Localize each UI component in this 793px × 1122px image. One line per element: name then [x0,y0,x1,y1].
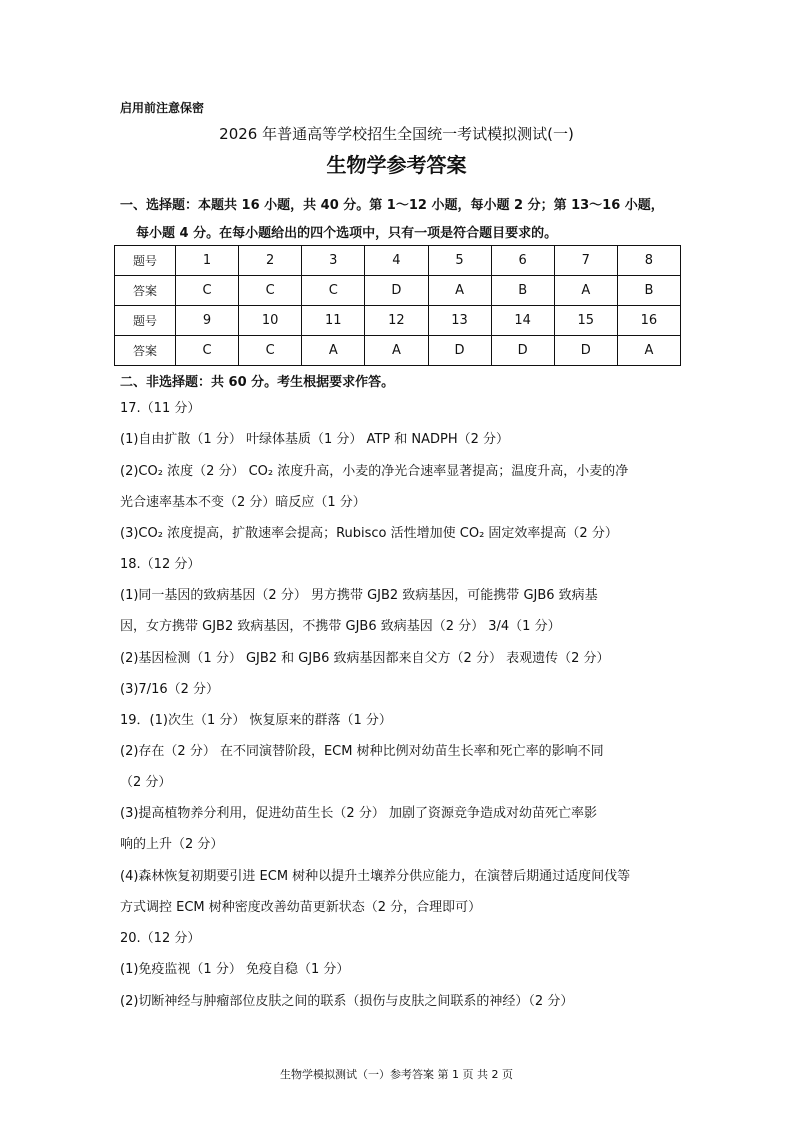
table-cell: 5 [428,246,491,276]
table-cell: 11 [302,306,365,336]
table-cell: 1 [176,246,239,276]
table-cell: 3 [302,246,365,276]
table-cell: A [365,336,428,366]
table-cell: D [554,336,617,366]
table-cell: 6 [491,246,554,276]
question-20-header: 20.（12 分） [120,931,201,946]
table-row [115,336,681,366]
table-cell: 2 [239,246,302,276]
answer-line: (2)基因检测（1 分） GJB2 和 GJB6 致病基因都来自父方（2 分） 表观遗传（2 分） [120,651,610,666]
table-cell: 4 [365,246,428,276]
table-cell: A [554,276,617,306]
row-header-cell: 答案 [115,336,176,366]
section1-instruction-line2: 每小题 4 分。在每小题给出的四个选项中，只有一项是符合题目要求的。 [136,226,558,241]
table-cell: 12 [365,306,428,336]
table-row [115,306,681,336]
section2-title: 二、非选择题：共 60 分。考生根据要求作答。 [120,375,395,390]
table-cell: 7 [554,246,617,276]
table-row [115,276,681,306]
table-cell: 15 [554,306,617,336]
answer-line: 光合速率基本不变（2 分）暗反应（1 分） [120,495,366,510]
table-cell: C [239,336,302,366]
table-cell: A [617,336,680,366]
table-cell: C [176,336,239,366]
table-cell: 8 [617,246,680,276]
question-17-header: 17.（11 分） [120,401,201,416]
table-cell: 16 [617,306,680,336]
table-cell: C [302,276,365,306]
table-cell: B [617,276,680,306]
answer-line: 因，女方携带 GJB2 致病基因，不携带 GJB6 致病基因（2 分） 3/4（1 分） [120,619,561,634]
answer-line: 方式调控 ECM 树种密度改善幼苗更新状态（2 分，合理即可） [120,900,482,915]
answer-line: (4)森林恢复初期要引进 ECM 树种以提升土壤养分供应能力，在演替后期通过适度间伐等 [120,869,631,884]
table-cell: D [428,336,491,366]
confidential-notice: 启用前注意保密 [120,101,205,115]
table-cell: 9 [176,306,239,336]
answer-line: (1)自由扩散（1 分） 叶绿体基质（1 分） ATP 和 NADPH（2 分） [120,432,510,447]
answer-line: (3)CO₂ 浓度提高，扩散速率会提高；Rubisco 活性增加使 CO₂ 固定效率提高（2 分） [120,526,618,541]
answer-line: （2 分） [120,775,172,790]
table-cell: A [302,336,365,366]
answer-line: (2)存在（2 分） 在不同演替阶段，ECM 树种比例对幼苗生长率和死亡率的影响不同 [120,744,604,759]
question-19-line: 19．(1)次生（1 分） 恢复原来的群落（1 分） [120,713,392,728]
table-cell: D [365,276,428,306]
question-18-header: 18.（12 分） [120,557,201,572]
answer-line: 响的上升（2 分） [120,837,224,852]
table-cell: 14 [491,306,554,336]
answer-line: (3)提高植物养分利用，促进幼苗生长（2 分） 加剧了资源竞争造成对幼苗死亡率影 [120,806,597,821]
row-header-cell: 题号 [115,306,176,336]
answer-line: (1)同一基因的致病基因（2 分） 男方携带 GJB2 致病基因，可能携带 GJB6 致病基 [120,588,598,603]
table-cell: A [428,276,491,306]
row-header-cell: 题号 [115,246,176,276]
answer-line: (1)免疫监视（1 分） 免疫自稳（1 分） [120,962,350,977]
table-cell: B [491,276,554,306]
section1-instruction-line1: 一、选择题：本题共 16 小题，共 40 分。第 1～12 小题，每小题 2 分；第 13～16 小题， [120,198,664,213]
table-row [115,246,681,276]
page-footer: 生物学模拟测试（一）参考答案 第 1 页 共 2 页 [280,1068,513,1081]
table-cell: 13 [428,306,491,336]
answer-table [114,245,681,366]
answer-line: (2)切断神经与肿瘤部位皮肤之间的联系（损伤与皮肤之间联系的神经）（2 分） [120,994,574,1009]
exam-title: 2026 年普通高等学校招生全国统一考试模拟测试(一) [219,125,574,143]
table-cell: D [491,336,554,366]
document-title: 生物学参考答案 [326,153,467,177]
table-cell: 10 [239,306,302,336]
row-header-cell: 答案 [115,276,176,306]
answer-line: (2)CO₂ 浓度（2 分） CO₂ 浓度升高，小麦的净光合速率显著提高；温度升高，小麦的净 [120,464,629,479]
answer-line: (3)7/16（2 分） [120,682,220,697]
table-cell: C [239,276,302,306]
table-cell: C [176,276,239,306]
